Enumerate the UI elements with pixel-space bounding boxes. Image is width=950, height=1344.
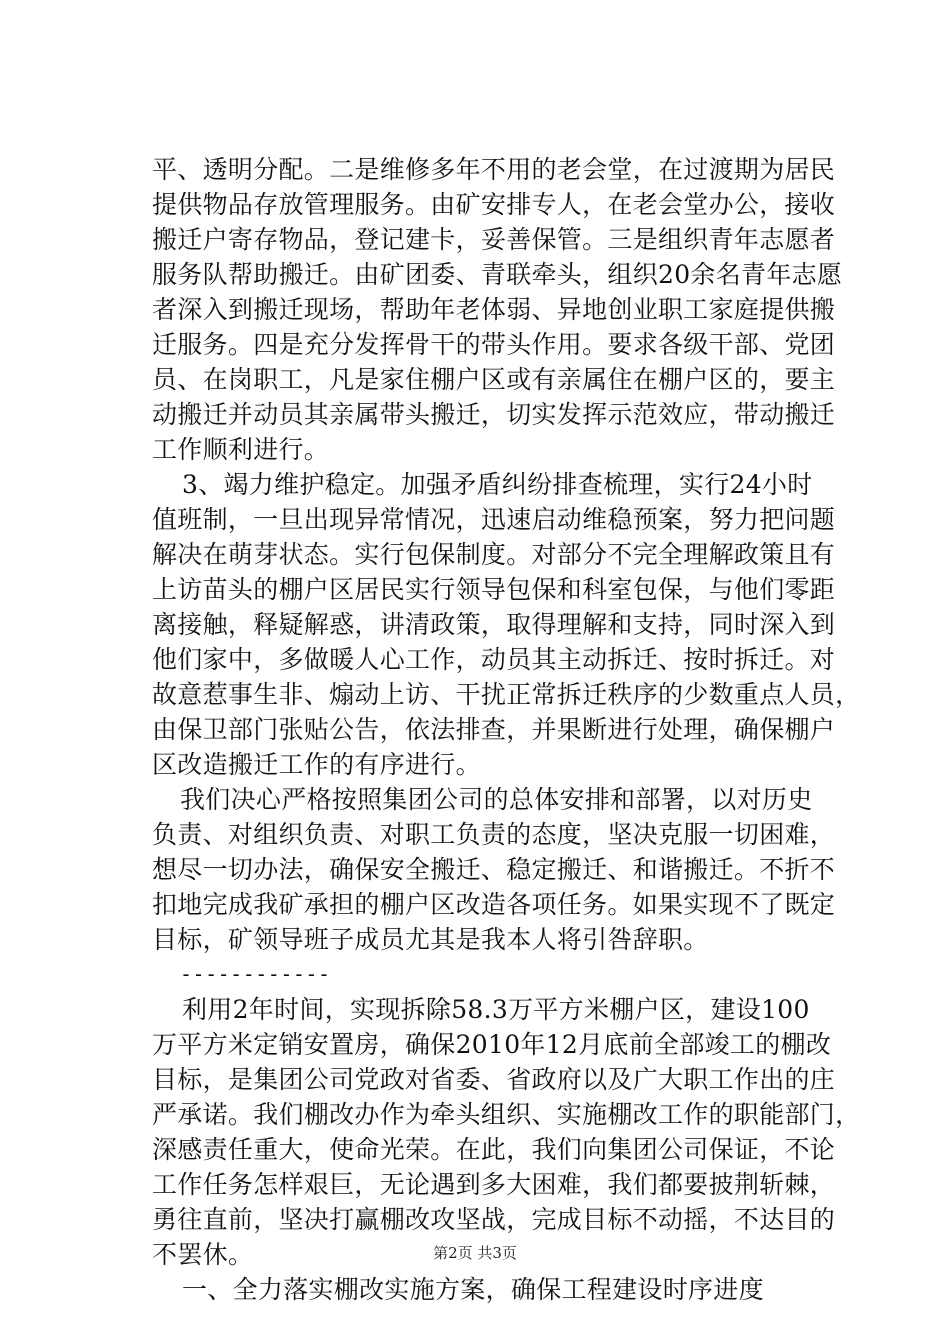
paragraph-line: 想尽一切办法，确保安全搬迁、稳定搬迁、和谐搬迁。不折不: [152, 855, 836, 884]
paragraph-line: 者深入到搬迁现场，帮助年老体弱、异地创业职工家庭提供搬: [152, 295, 836, 324]
paragraph-line: 解决在萌芽状态。实行包保制度。对部分不完全理解政策且有: [152, 540, 836, 569]
document-body: [152, 152, 861, 1307]
paragraph-line: 迁服务。四是充分发挥骨干的带头作用。要求各级干部、党团: [152, 330, 836, 359]
paragraph-line: 由保卫部门张贴公告，依法排查，并果断进行处理，确保棚户: [152, 715, 836, 744]
paragraph-line: 提供物品存放管理服务。由矿安排专人，在老会堂办公，接收: [152, 190, 836, 219]
paragraph-line: 员、在岗职工，凡是家住棚户区或有亲属住在棚户区的，要主: [152, 365, 836, 394]
paragraph-line: 服务队帮助搬迁。由矿团委、青联牵头，组织20余名青年志愿: [152, 260, 843, 289]
paragraph-line: 目标，是集团公司党政对省委、省政府以及广大职工作出的庄: [152, 1065, 836, 1094]
section-3-heading-line: 3、竭力维护稳定。加强矛盾纠纷排查梳理，实行24小时: [182, 470, 813, 499]
section-separator: ------------: [180, 962, 331, 986]
section-heading-line: 一、全力落实棚改实施方案，确保工程建设时序进度: [182, 1275, 764, 1304]
paragraph-line: 故意惹事生非、煽动上访、干扰正常拆迁秩序的少数重点人员，: [152, 680, 861, 709]
paragraph-line: 动搬迁并动员其亲属带头搬迁，切实发挥示范效应，带动搬迁: [152, 400, 836, 429]
commitment-paragraph-start: 利用2年时间，实现拆除58.3万平方米棚户区，建设100: [182, 995, 810, 1024]
paragraph-line: 他们家中，多做暖人心工作，动员其主动拆迁、按时拆迁。对: [152, 645, 836, 674]
paragraph-line: 离接触，释疑解惑，讲清政策，取得理解和支持，同时深入到: [152, 610, 836, 639]
paragraph-line: 区改造搬迁工作的有序进行。: [152, 750, 481, 779]
paragraph-line: 工作任务怎样艰巨，无论遇到多大困难，我们都要披荆斩棘，: [152, 1170, 836, 1199]
paragraph-line: 严承诺。我们棚改办作为牵头组织、实施棚改工作的职能部门，: [152, 1100, 861, 1129]
paragraph-line: 值班制，一旦出现异常情况，迅速启动维稳预案，努力把问题: [152, 505, 836, 534]
paragraph-line: 不罢休。: [152, 1240, 254, 1269]
paragraph-line: 勇往直前，坚决打赢棚改攻坚战，完成目标不动摇，不达目的: [152, 1205, 836, 1234]
paragraph-line: 目标，矿领导班子成员尤其是我本人将引咎辞职。: [152, 925, 709, 954]
paragraph-line: 工作顺利进行。: [152, 435, 330, 464]
paragraph-line: 负责、对组织负责、对职工负责的态度，坚决克服一切困难，: [152, 820, 836, 849]
paragraph-line: 万平方米定销安置房，确保2010年12月底前全部竣工的棚改: [152, 1030, 832, 1059]
paragraph-line: 平、透明分配。二是维修多年不用的老会堂，在过渡期为居民: [152, 155, 836, 184]
page-number-footer: 第2页 共3页: [433, 1244, 517, 1262]
paragraph-line: 扣地完成我矿承担的棚户区改造各项任务。如果实现不了既定: [152, 890, 836, 919]
paragraph-line: 深感责任重大，使命光荣。在此，我们向集团公司保证，不论: [152, 1135, 836, 1164]
paragraph-line: 上访苗头的棚户区居民实行领导包保和科室包保，与他们零距: [152, 575, 836, 604]
pledge-paragraph-start: 我们决心严格按照集团公司的总体安排和部署，以对历史: [180, 785, 813, 814]
paragraph-line: 搬迁户寄存物品，登记建卡，妥善保管。三是组织青年志愿者: [152, 225, 836, 254]
